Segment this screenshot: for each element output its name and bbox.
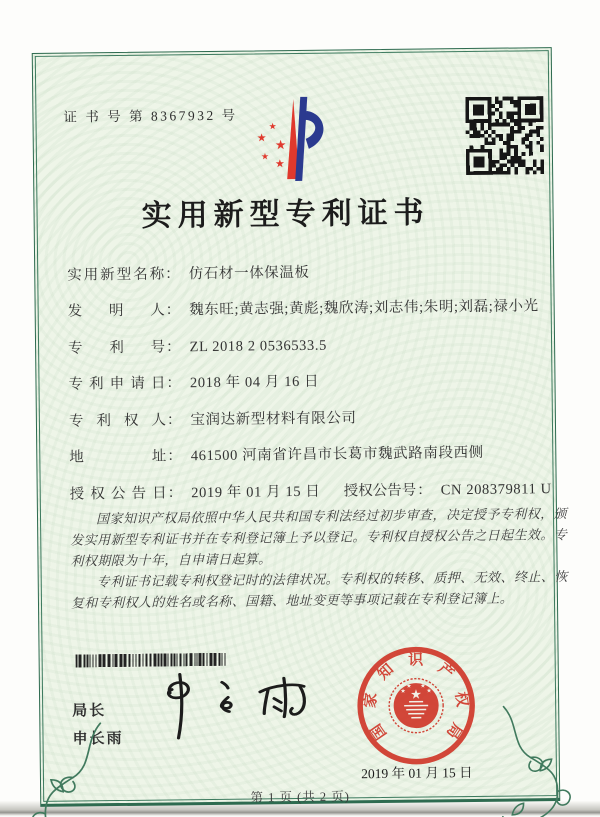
national-ip-office-seal-icon <box>353 643 478 768</box>
field-label: 地址 <box>69 448 167 466</box>
page-footer: 第 1 页 (共 2 页) <box>250 789 350 805</box>
field-label: 专利号 <box>68 339 166 357</box>
svg-text:★: ★ <box>256 131 267 145</box>
svg-text:★: ★ <box>274 157 285 171</box>
director-signature-icon <box>136 662 347 752</box>
svg-text:局: 局 <box>442 719 465 742</box>
field-colon: ： <box>165 302 181 319</box>
field-value: 魏东旺;黄志强;黄彪;魏欣涛;刘志伟;朱明;刘磊;禄小光 <box>189 298 539 319</box>
field-row-address <box>69 440 569 467</box>
svg-text:★: ★ <box>426 687 432 695</box>
corner-flourish-icon <box>14 721 116 817</box>
svg-text:国: 国 <box>368 720 390 742</box>
field-label: 专利申请日 <box>68 375 166 393</box>
field-label: 发明人 <box>67 302 165 320</box>
qr-code-icon <box>465 96 544 175</box>
field-value: 461500 河南省许昌市长葛市魏武路南段西侧 <box>190 444 484 465</box>
field-colon: ： <box>165 266 180 283</box>
field-row-inventors <box>68 294 568 321</box>
svg-text:★: ★ <box>410 687 422 703</box>
corner-flourish-icon <box>490 703 587 817</box>
svg-text:★: ★ <box>420 682 426 690</box>
field-row-patent-no <box>68 331 568 358</box>
field-value: 2019 年 01 月 15 日 <box>191 483 321 502</box>
svg-text:家: 家 <box>362 692 381 709</box>
field-colon: ： <box>166 412 182 429</box>
svg-text:★: ★ <box>406 682 412 690</box>
field-colon: ： <box>167 485 183 502</box>
field-row-name <box>67 258 567 285</box>
field-value: ZL 2018 2 0536533.5 <box>189 337 327 356</box>
svg-text:★: ★ <box>400 687 406 695</box>
field-colon: ： <box>167 448 182 465</box>
field-label: 专利权人 <box>68 412 167 430</box>
svg-text:★: ★ <box>268 122 277 133</box>
certificate-title: 实用新型专利证书 <box>141 196 430 233</box>
legal-paragraph: 专利证书记载专利权登记时的法律状况。专利权的转移、质押、无效、终止、恢复和专利权人的姓名或名称、国籍、地址变更等事项记载在专利登记簿上。 <box>70 568 568 611</box>
svg-text:产: 产 <box>434 660 457 683</box>
grant-no-group <box>344 477 552 500</box>
svg-text:识: 识 <box>408 652 424 669</box>
field-value: 宝润达新型材料有限公司 <box>190 410 357 429</box>
certificate-number: 证 书 号 第 8367932 号 <box>63 107 238 125</box>
field-label: 授权公告日 <box>69 485 167 503</box>
legal-paragraph: 国家知识产权局依照中华人民共和国专利法经过初步审查，决定授予专利权，颁发实用新型专利证书并在专利登记簿上予以登记。专利权自授权公告之日起生效。专利权期限为十年，自申请日起算。 <box>70 505 568 569</box>
field-label: 授权公告号 <box>343 482 417 500</box>
field-value: CN 208379811 U <box>440 481 552 499</box>
field-row-filing-date <box>68 367 568 394</box>
field-label: 实用新型名称 <box>67 266 165 284</box>
director-name: 申长雨 <box>72 729 124 748</box>
svg-text:知: 知 <box>375 661 397 684</box>
svg-text:★: ★ <box>274 138 287 154</box>
director-title: 局长 <box>72 702 107 720</box>
field-colon: ： <box>417 482 432 499</box>
field-row-patentee <box>69 404 569 431</box>
field-colon: ： <box>165 339 181 356</box>
field-row-grant <box>70 477 570 504</box>
legal-text <box>70 503 568 614</box>
field-colon: ： <box>166 375 182 392</box>
cnipa-patent-logo-icon <box>248 93 327 184</box>
svg-text:权: 权 <box>451 690 470 708</box>
field-value: 2018 年 04 月 16 日 <box>189 373 320 392</box>
svg-text:★: ★ <box>260 152 270 163</box>
field-value: 仿石材一体保温板 <box>188 264 310 283</box>
certificate-sheet <box>32 47 568 807</box>
seal-date: 2019 年 01 月 15 日 <box>361 765 473 782</box>
